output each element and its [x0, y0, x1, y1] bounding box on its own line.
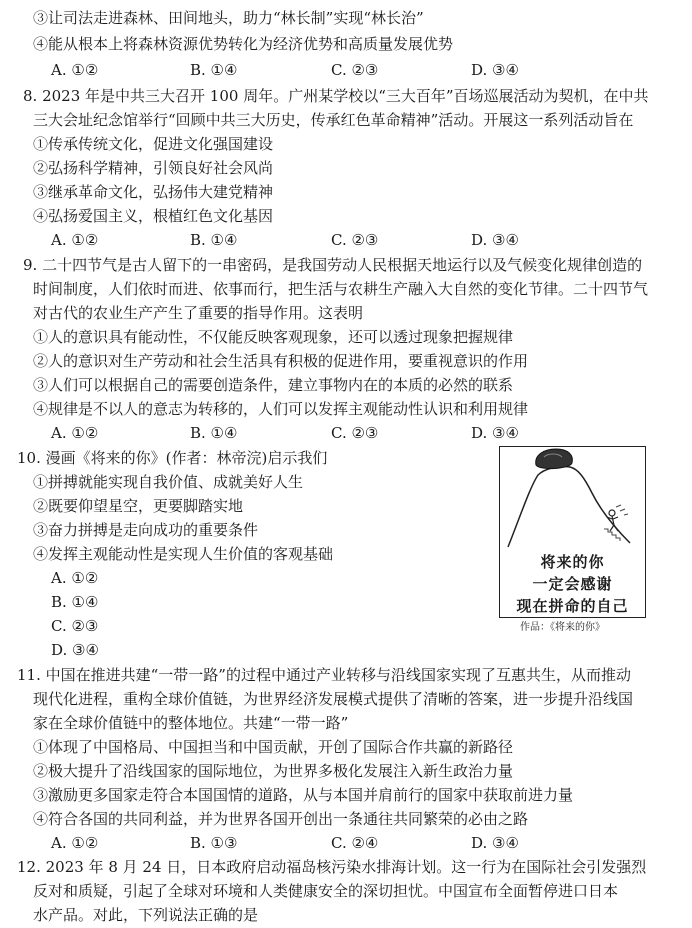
q9-stem-line-1: 9. 二十四节气是古人留下的一串密码，是我国劳动人民根据天地运行以及气候变化规律创造的: [23, 256, 643, 274]
q10-statement-1: ①拼搏就能实现自我价值、成就美好人生: [33, 473, 304, 491]
q11-option-d[interactable]: D. ③④: [471, 834, 519, 852]
q7-option-d[interactable]: D. ③④: [471, 61, 519, 79]
q11-statement-4: ④符合各国的共同利益，并为世界各国开创出一条通往共同繁荣的必由之路: [33, 810, 529, 828]
cartoon-figure: [499, 446, 646, 618]
q10-option-d[interactable]: D. ③④: [51, 641, 99, 659]
q12-stem-line-1: 12. 2023 年 8 月 24 日，日本政府启动福岛核污染水排海计划。这一行为在国际社会引发强烈: [17, 858, 647, 876]
cartoon-text-line-1: 将来的你: [540, 553, 605, 571]
q10-option-b[interactable]: B. ①④: [51, 593, 99, 611]
q8-option-d[interactable]: D. ③④: [471, 231, 519, 249]
q9-statement-2: ②人的意识对生产劳动和社会生活具有积极的促进作用，要重视意识的作用: [33, 352, 529, 370]
q11-stem-line-2: 现代化进程，重构全球价值链，为世界经济发展模式提供了清晰的答案，进一步提升沿线国: [33, 690, 634, 708]
q9-option-b[interactable]: B. ①④: [190, 424, 238, 442]
q9-statement-1: ①人的意识具有能动性，不仅能反映客观现象，还可以透过现象把握规律: [33, 328, 514, 346]
q8-stem-line-1: 8. 2023 年是中共三大召开 100 周年。广州某学校以“三大百年”百场巡展活动为契机，在中共: [23, 87, 649, 105]
q9-option-a[interactable]: A. ①②: [51, 424, 99, 442]
q8-option-c[interactable]: C. ②③: [331, 231, 379, 249]
q11-stem-line-1: 11. 中国在推进共建“一带一路”的过程中通过产业转移与沿线国家实现了互惠共生，从而推动: [17, 666, 631, 684]
q9-options: [0, 423, 692, 443]
q9-statement-4: ④规律是不以人的意志为转移的，人们可以发挥主观能动性认识和利用规律: [33, 400, 529, 418]
q11-stem-line-3: 家在全球价值链中的整体地位。共建“一带一路”: [33, 714, 349, 732]
q10-statement-4: ④发挥主观能动性是实现人生价值的客观基础: [33, 545, 334, 563]
q10-option-c[interactable]: C. ②③: [51, 617, 99, 635]
q9-option-c[interactable]: C. ②③: [331, 424, 379, 442]
q8-stem-line-2: 三大会址纪念馆举行“回顾中共三大历史，传承红色革命精神”活动。开展这一系列活动旨在: [33, 111, 634, 129]
q8-option-a[interactable]: A. ①②: [51, 231, 99, 249]
cartoon-text-line-3: 现在拼命的自己: [516, 597, 629, 615]
q8-option-b[interactable]: B. ①④: [190, 231, 238, 249]
q10-statement-2: ②既要仰望星空，更要脚踏实地: [33, 497, 244, 515]
q7-statement-4: ④能从根本上将森林资源优势转化为经济优势和高质量发展优势: [33, 35, 454, 53]
q7-option-c[interactable]: C. ②③: [331, 61, 379, 79]
q10-statement-3: ③奋力拼搏是走向成功的重要条件: [33, 521, 259, 539]
cartoon-caption: 作品：《将来的你》: [520, 622, 605, 633]
q12-stem-line-3: 水产品。对此，下列说法正确的是: [33, 906, 259, 924]
q9-stem-line-2: 时间制度，人们依时而进、依事而行，把生活与农耕生产融入大自然的变化节律。二十四节气: [33, 280, 649, 298]
q12-stem-line-2: 反对和质疑，引起了全球对环境和人类健康安全的深切担忧。中国宣布全面暂停进口日本: [33, 882, 619, 900]
q11-option-b[interactable]: B. ①③: [190, 834, 238, 852]
cartoon-text-line-2: 一定会感谢: [532, 575, 613, 593]
q8-statement-1: ①传承传统文化，促进文化强国建设: [33, 135, 274, 153]
q11-option-a[interactable]: A. ①②: [51, 834, 99, 852]
q8-statement-3: ③继承革命文化，弘扬伟大建党精神: [33, 183, 274, 201]
q9-option-d[interactable]: D. ③④: [471, 424, 519, 442]
q11-statement-2: ②极大提升了沿线国家的国际地位，为世界多极化发展注入新生政治力量: [33, 762, 514, 780]
q11-options: [0, 833, 692, 853]
q9-stem-line-3: 对古代的农业生产产生了重要的指导作用。这表明: [33, 304, 364, 322]
q7-options: [0, 60, 692, 80]
q11-statement-1: ①体现了中国格局、中国担当和中国贡献，开创了国际合作共赢的新路径: [33, 738, 514, 756]
q8-options: [0, 230, 692, 250]
q7-option-a[interactable]: A. ①②: [51, 61, 99, 79]
q7-statement-3: ③让司法走进森林、田间地头，助力“林长制”实现“林长治”: [33, 9, 424, 27]
q10-stem: 10. 漫画《将来的你》(作者：林帝浣)启示我们: [17, 449, 328, 467]
q8-statement-4: ④弘扬爱国主义，根植红色文化基因: [33, 207, 274, 225]
q11-option-c[interactable]: C. ②④: [331, 834, 379, 852]
q11-statement-3: ③激励更多国家走符合本国国情的道路，从与本国并肩前行的国家中获取前进力量: [33, 786, 574, 804]
q10-option-a[interactable]: A. ①②: [51, 569, 99, 587]
q8-statement-2: ②弘扬科学精神，引领良好社会风尚: [33, 159, 274, 177]
q7-option-b[interactable]: B. ①④: [190, 61, 238, 79]
q9-statement-3: ③人们可以根据自己的需要创造条件，建立事物内在的本质的必然的联系: [33, 376, 514, 394]
